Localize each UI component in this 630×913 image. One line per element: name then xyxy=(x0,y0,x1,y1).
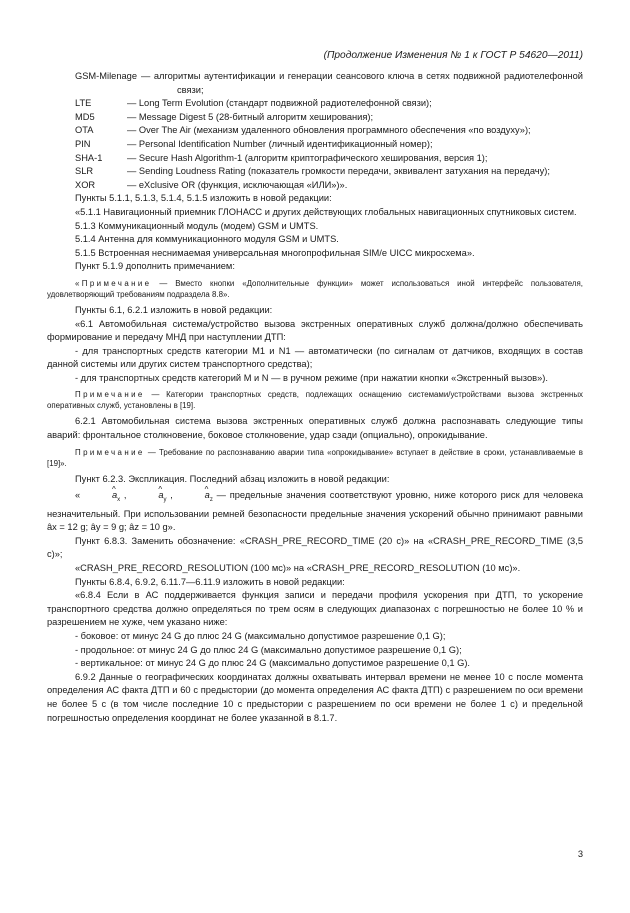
symbol-a-hat: ^ a xyxy=(84,489,117,503)
paragraph: 6.9.2 Данные о географических координатах должны охватывать интервал времени не менее 10 с после момента определения АС факта ДТП и 60 с предыстории (до момента определения АС факта ДТП) с разрешением по оси времени не более 5 с (в том числе последние 10 с предыстории с разрешением по оси времени не более 1 с) и предельной погрешностью определения координат не более указанной в 8.1.7. xyxy=(47,671,583,723)
paragraph: Пункты 5.1.1, 5.1.3, 5.1.4, 5.1.5 изложить в новой редакции: xyxy=(75,193,332,204)
paragraph: 5.1.5 Встроенная неснимаемая универсальная многопрофильная SIM/е UICC микросхема». xyxy=(75,247,475,258)
note-label: Примечание xyxy=(75,390,145,400)
abbreviation-term: MD5 xyxy=(75,111,95,122)
paragraph: - продольное: от минус 24 G до плюс 24 G (максимально допустимое разрешение 0,1 G); xyxy=(75,644,462,655)
abbreviation-term: XOR xyxy=(75,179,96,190)
running-header: (Продолжение Изменения № 1 к ГОСТ Р 54620—2011) xyxy=(323,50,583,61)
paragraph: Пункты 6.8.4, 6.9.2, 6.11.7—6.11.9 изложить в новой редакции: xyxy=(75,576,345,587)
paragraph: Пункт 6.2.3. Экспликация. Последний абзац изложить в новой редакции: xyxy=(75,473,390,484)
paragraph: «6.1 Автомобильная система/устройство вызова экстренных оперативных служб должна/должно обеспечивать формирование и передачу МНД при наступлении ДТП: xyxy=(47,318,583,343)
formula-paragraph: « ^ $a_x$ , ^ $a_y$ , ^ $a_z$ — предельные значения соответствуют уровню, ниже которого риск для человека незначительный. При использовании ремней безопасности предельные значения ускорений обычно принимают равными âx = 12 g; ây = 9 g; âz = 10 g». xyxy=(47,489,583,535)
paragraph: Пункты 6.1, 6.2.1 изложить в новой редакции: xyxy=(75,304,273,315)
paragraph: 5.1.3 Коммуникационный модуль (модем) GSM и UMTS. xyxy=(75,220,319,231)
abbreviation-item xyxy=(75,97,583,111)
abbreviation-definition: — алгоритмы аутентификации и генерации сеансового ключа в сетях подвижной радиотелефонной связи; xyxy=(141,71,583,95)
paragraph: Пункт 5.1.9 дополнить примечанием: xyxy=(75,261,235,272)
paragraph: - для транспортных средств категории М1 и N1 — автоматически (по сигналам от датчиков, входящих в состав данной системы или других систем транспортного средства); xyxy=(47,345,583,370)
abbreviation-definition: — Sending Loudness Rating (показатель громкости передачи, эквивалент затухания на передачу); xyxy=(127,166,550,177)
abbreviation-item xyxy=(75,138,583,152)
abbreviation-term: OTA xyxy=(75,125,94,136)
abbreviation-item xyxy=(75,152,583,166)
note-text: — Вместо кнопки «Дополнительные функции» может использоваться иной интерфейс пользователя, удовлетворяющий требованиям подраздела 8.8». xyxy=(47,278,584,299)
abbreviation-item xyxy=(75,165,583,179)
abbreviation-item xyxy=(75,179,583,193)
abbreviation-term: LTE xyxy=(75,98,92,109)
abbreviation-item xyxy=(75,111,583,125)
document-body xyxy=(47,70,583,725)
abbreviation-term: PIN xyxy=(75,138,91,149)
note-label: Примечание xyxy=(75,447,145,457)
subscript: x xyxy=(117,497,121,504)
abbreviation-term: GSM-Milenage xyxy=(75,71,138,81)
subscript: z xyxy=(209,497,213,504)
formula-text: — предельные значения соответствуют уровню, ниже которого риск для человека незначительный. При использовании ремней безопасности предельные значения ускорений обычно принимают равными xyxy=(47,490,584,519)
symbol-a-hat: ^ a xyxy=(130,489,163,503)
abbreviation-definition: — Personal Identification Number (личный идентификационный номер); xyxy=(127,138,433,149)
abbreviation-definition: — Message Digest 5 (28-битный алгоритм хеширования); xyxy=(127,111,374,122)
abbreviation-definition: — Secure Hash Algorithm-1 (алгоритм криптографического хеширования, версия 1); xyxy=(127,152,488,163)
abbreviation-definition: — eXclusive OR (функция, исключающая «ИЛИ»)». xyxy=(127,179,348,190)
note-label: «Примечание xyxy=(75,278,152,288)
subscript: y xyxy=(163,497,167,504)
paragraph: 6.2.1 Автомобильная система вызова экстренных оперативных служб должна распознавать следующие типы аварий: фронтальное столкновение, боковое столкновение, удар сзади (опциально), опрокидывание. xyxy=(47,416,583,441)
note xyxy=(47,447,583,469)
formula-values: âx = 12 g; ây = 9 g; âz = 10 g». xyxy=(47,522,176,533)
paragraph: - для транспортных средств категорий М и N — в ручном режиме (при нажатии кнопки «Экстренный вызов»). xyxy=(75,372,548,383)
abbreviation-item xyxy=(75,124,583,138)
paragraph: 5.1.4 Антенна для коммуникационного модуля GSM и UMTS. xyxy=(75,234,339,245)
note-text: — Категории транспортных средств, подлежащих оснащению системами/устройствами вызова экстренных оперативных служб, установлены в [19]. xyxy=(47,390,583,411)
abbreviation-definition: — Long Term Evolution (стандарт подвижной радиотелефонной связи); xyxy=(127,98,432,109)
note xyxy=(47,278,583,300)
abbreviation-term: SLR xyxy=(75,166,94,177)
note-text: — Требование по распознаванию аварии типа «опрокидывание» вступает в действие в сроки, устанавливаемые в [19]». xyxy=(47,447,583,468)
symbol-a-hat: ^ a xyxy=(177,489,210,503)
paragraph: Пункт 6.8.3. Заменить обозначение: «CRASH_PRE_RECORD_TIME (20 с)» на «CRASH_PRE_RECORD_TIME (3,5 с)»; xyxy=(47,535,583,560)
paragraph: - боковое: от минус 24 G до плюс 24 G (максимально допустимое разрешение 0,1 G); xyxy=(75,631,446,642)
paragraph: - вертикальное: от минус 24 G до плюс 24 G (максимально допустимое разрешение 0,1 G). xyxy=(75,658,471,669)
abbreviation-term: SHA-1 xyxy=(75,152,103,163)
paragraph: «5.1.1 Навигационный приемник ГЛОНАСС и других действующих глобальных навигационных спутниковых систем. xyxy=(75,206,577,217)
abbreviation-item xyxy=(75,70,583,97)
note xyxy=(47,389,583,411)
paragraph: «CRASH_PRE_RECORD_RESOLUTION (100 мс)» на «CRASH_PRE_RECORD_RESOLUTION (10 мс)». xyxy=(75,563,521,574)
page-number: 3 xyxy=(577,849,583,859)
paragraph: «6.8.4 Если в АС поддерживается функция записи и передачи профиля ускорения при ДТП, то ускорение транспортного средства должно определяться по трем осям в следующих диапазонах с погрешностью не более 10 % и разрешением не хуже, чем указано ниже: xyxy=(47,590,583,628)
abbreviation-definition: — Over The Air (механизм удаленного обновления программного обеспечения «по воздуху»); xyxy=(127,125,531,136)
quote-open: « xyxy=(75,490,81,501)
